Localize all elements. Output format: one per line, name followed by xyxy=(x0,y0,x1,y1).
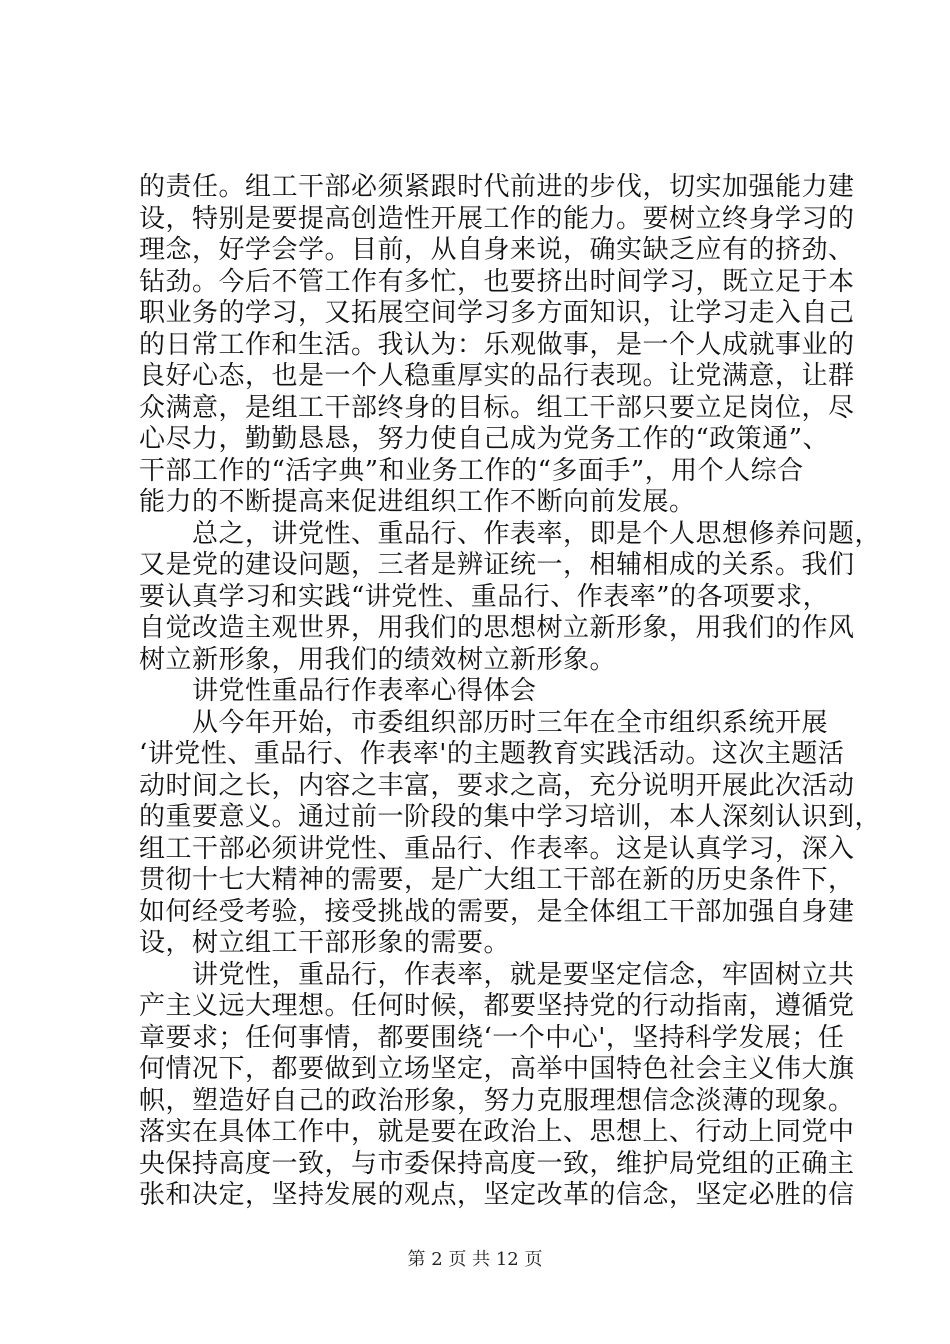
text-line: 落实在具体工作中，就是要在政治上、思想上、行动上同党中 xyxy=(139,1117,855,1147)
text-line: 动时间之长，内容之丰富，要求之高，充分说明开展此次活动 xyxy=(139,770,855,801)
text-line: 组工干部必须讲党性、重品行、作表率。这是认真学习，深入 xyxy=(139,833,855,864)
text-line: 自觉改造主观世界，用我们的思想树立新形象，用我们的作风 xyxy=(139,613,855,643)
text-line: 贯彻十七大精神的需要，是广大组工干部在新的历史条件下， xyxy=(139,865,855,895)
page-number-label: 第 2 页 共 12 页 xyxy=(407,1249,543,1270)
text-line: 职业务的学习，又拓展空间学习多方面知识，让学习走入自己 xyxy=(139,298,855,328)
text-line: 设，树立组工干部形象的需要。 xyxy=(139,928,511,958)
text-line: 如何经受考验，接受挑战的需要，是全体组工干部加强自身建 xyxy=(139,896,855,927)
text-line: 心尽力，勤勤恳恳，努力使自己成为党务工作的“政策通”、 xyxy=(139,424,830,454)
text-line: 钻劲。今后不管工作有多忙，也要挤出时间学习，既立足于本 xyxy=(139,266,855,297)
text-line: 的重要意义。通过前一阶段的集中学习培训，本人深刻认识到， xyxy=(139,802,882,832)
text-line: 总之，讲党性、重品行、作表率，即是个人思想修养问题， xyxy=(139,518,882,549)
section-heading: 讲党性重品行作表率心得体会 xyxy=(139,676,537,706)
text-line: 何情况下，都要做到立场坚定，高举中国特色社会主义伟大旗 xyxy=(139,1054,855,1084)
text-line: 的责任。组工干部必须紧跟时代前进的步伐，切实加强能力建 xyxy=(139,172,855,202)
text-line: 又是党的建设问题，三者是辨证统一，相辅相成的关系。我们 xyxy=(139,550,855,580)
text-line: 产主义远大理想。任何时候，都要坚持党的行动指南，遵循党 xyxy=(139,991,855,1021)
text-line: 要认真学习和实践“讲党性、重品行、作表率”的各项要求， xyxy=(139,581,830,612)
text-line: 帜，塑造好自己的政治形象，努力克服理想信念淡薄的现象。 xyxy=(139,1085,855,1116)
text-line: 讲党性，重品行，作表率，就是要坚定信念，牢固树立共 xyxy=(139,959,855,990)
text-line: ‘讲党性、重品行、作表率'的主题教育实践活动。这次主题活 xyxy=(139,739,845,769)
text-line: 干部工作的“活字典”和业务工作的“多面手”，用个人综合 xyxy=(139,455,804,486)
text-line: 央保持高度一致，与市委保持高度一致，维护局党组的正确主 xyxy=(139,1148,855,1179)
text-line: 树立新形象，用我们的绩效树立新形象。 xyxy=(139,644,617,675)
page-footer xyxy=(0,1245,950,1271)
text-line: 能力的不断提高来促进组织工作不断向前发展。 xyxy=(139,487,696,517)
text-line: 章要求；任何事情，都要围绕‘一个中心'，坚持科学发展；任 xyxy=(139,1022,845,1053)
body-text xyxy=(139,172,882,1212)
text-line: 张和决定，坚持发展的观点，坚定改革的信念，坚定必胜的信 xyxy=(139,1180,855,1210)
text-line: 众满意，是组工干部终身的目标。组工干部只要立足岗位，尽 xyxy=(139,392,855,423)
text-line: 设，特别是要提高创造性开展工作的能力。要树立终身学习的 xyxy=(139,203,855,234)
text-line: 良好心态，也是一个人稳重厚实的品行表现。让党满意，让群 xyxy=(139,361,855,391)
text-line: 的日常工作和生活。我认为：乐观做事，是一个人成就事业的 xyxy=(139,329,855,360)
text-line: 从今年开始，市委组织部历时三年在全市组织系统开展 xyxy=(139,707,829,738)
text-line: 理念，好学会学。目前，从自身来说，确实缺乏应有的挤劲、 xyxy=(139,235,855,265)
